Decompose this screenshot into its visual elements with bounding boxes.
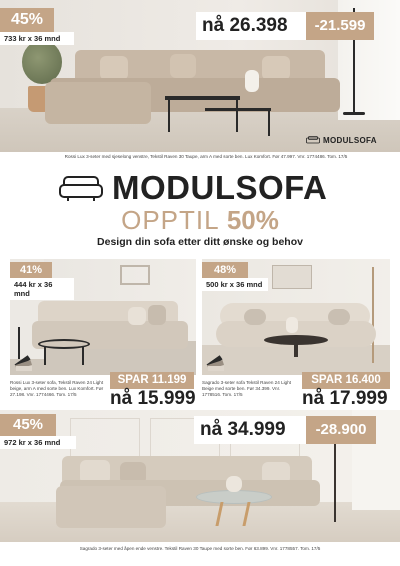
headline-logo	[58, 170, 348, 206]
offer-value: 50%	[226, 205, 279, 235]
headline-offer	[0, 205, 400, 236]
left-saving-box	[110, 372, 194, 389]
top-brand-text: MODULSOFA	[323, 135, 377, 145]
left-caption: Rossi Lux 3-seter sofa, Tekstil Raven 24 Light beige, arm A med sorte ben. Lux Komfort. Før 27.198. Vnr. 1774466. Tom. 17/5	[10, 380, 104, 397]
bottom-price: nå 34.999	[200, 419, 286, 440]
top-saving: -21.599	[314, 17, 366, 34]
bottom-saving-box	[306, 416, 376, 444]
right-price: nå 17.999	[302, 388, 388, 409]
bottom-discount-value: 45%	[12, 416, 44, 433]
top-payment-plan: 733 kr x 36 mnd	[0, 32, 74, 45]
bottom-saving: -28.900	[315, 421, 367, 438]
right-caption: Sagrado 3-seter sofa Tekstil Raven 24 Light Beige med sorte ben. Før 34.399. Vnr. 1778516. Tom. 17/5	[202, 380, 292, 397]
sofa-logo-icon	[58, 173, 104, 203]
left-payment-plan: 444 kr x 36 mnd	[10, 278, 74, 300]
top-saving-box	[306, 12, 374, 40]
right-saving-box	[302, 372, 390, 389]
left-price: nå 15.999	[110, 388, 196, 409]
top-discount-badge	[0, 8, 54, 32]
bottom-payment-plan: 972 kr x 36 mnd	[0, 436, 76, 449]
fabric-swatch-icon	[14, 356, 36, 372]
left-discount-value: 41%	[19, 264, 43, 276]
fabric-swatch-icon	[206, 356, 228, 372]
right-discount-badge	[202, 262, 248, 278]
bottom-price-box	[194, 416, 306, 444]
top-price: nå 26.398	[202, 15, 288, 36]
right-payment-plan: 500 kr x 36 mnd	[202, 278, 268, 291]
bottom-caption: Sagrado 3-seter med åpen ende venstre. Tekstil Raven 30 Taupe med sorte ben. Før 63.899. Vnr. 1778557. Tom. 17/5	[79, 546, 321, 551]
top-brand-overlay	[306, 134, 394, 146]
headline-logo-text: MODULSOFA	[112, 169, 328, 206]
bottom-discount-badge	[0, 414, 56, 436]
offer-prefix: OPPTIL	[121, 205, 220, 235]
top-caption: Rossi Lux 3-seter med sjeselong venstre, Tekstil Raven 30 Taupe, arm A med sorte ben. Lux Komfort. Før 47.997. Vnr. 1774486. Tom. 17/5	[64, 154, 348, 159]
sofa-outline-icon	[306, 136, 320, 144]
headline-tagline: Design din sofa etter ditt ønske og behov	[97, 236, 303, 248]
left-saving: SPAR 11.199	[117, 374, 187, 386]
right-saving: SPAR 16.400	[311, 374, 381, 386]
top-price-box	[196, 12, 306, 40]
right-discount-value: 48%	[213, 264, 237, 276]
top-discount-value: 45%	[10, 11, 44, 28]
left-discount-badge	[10, 262, 52, 278]
